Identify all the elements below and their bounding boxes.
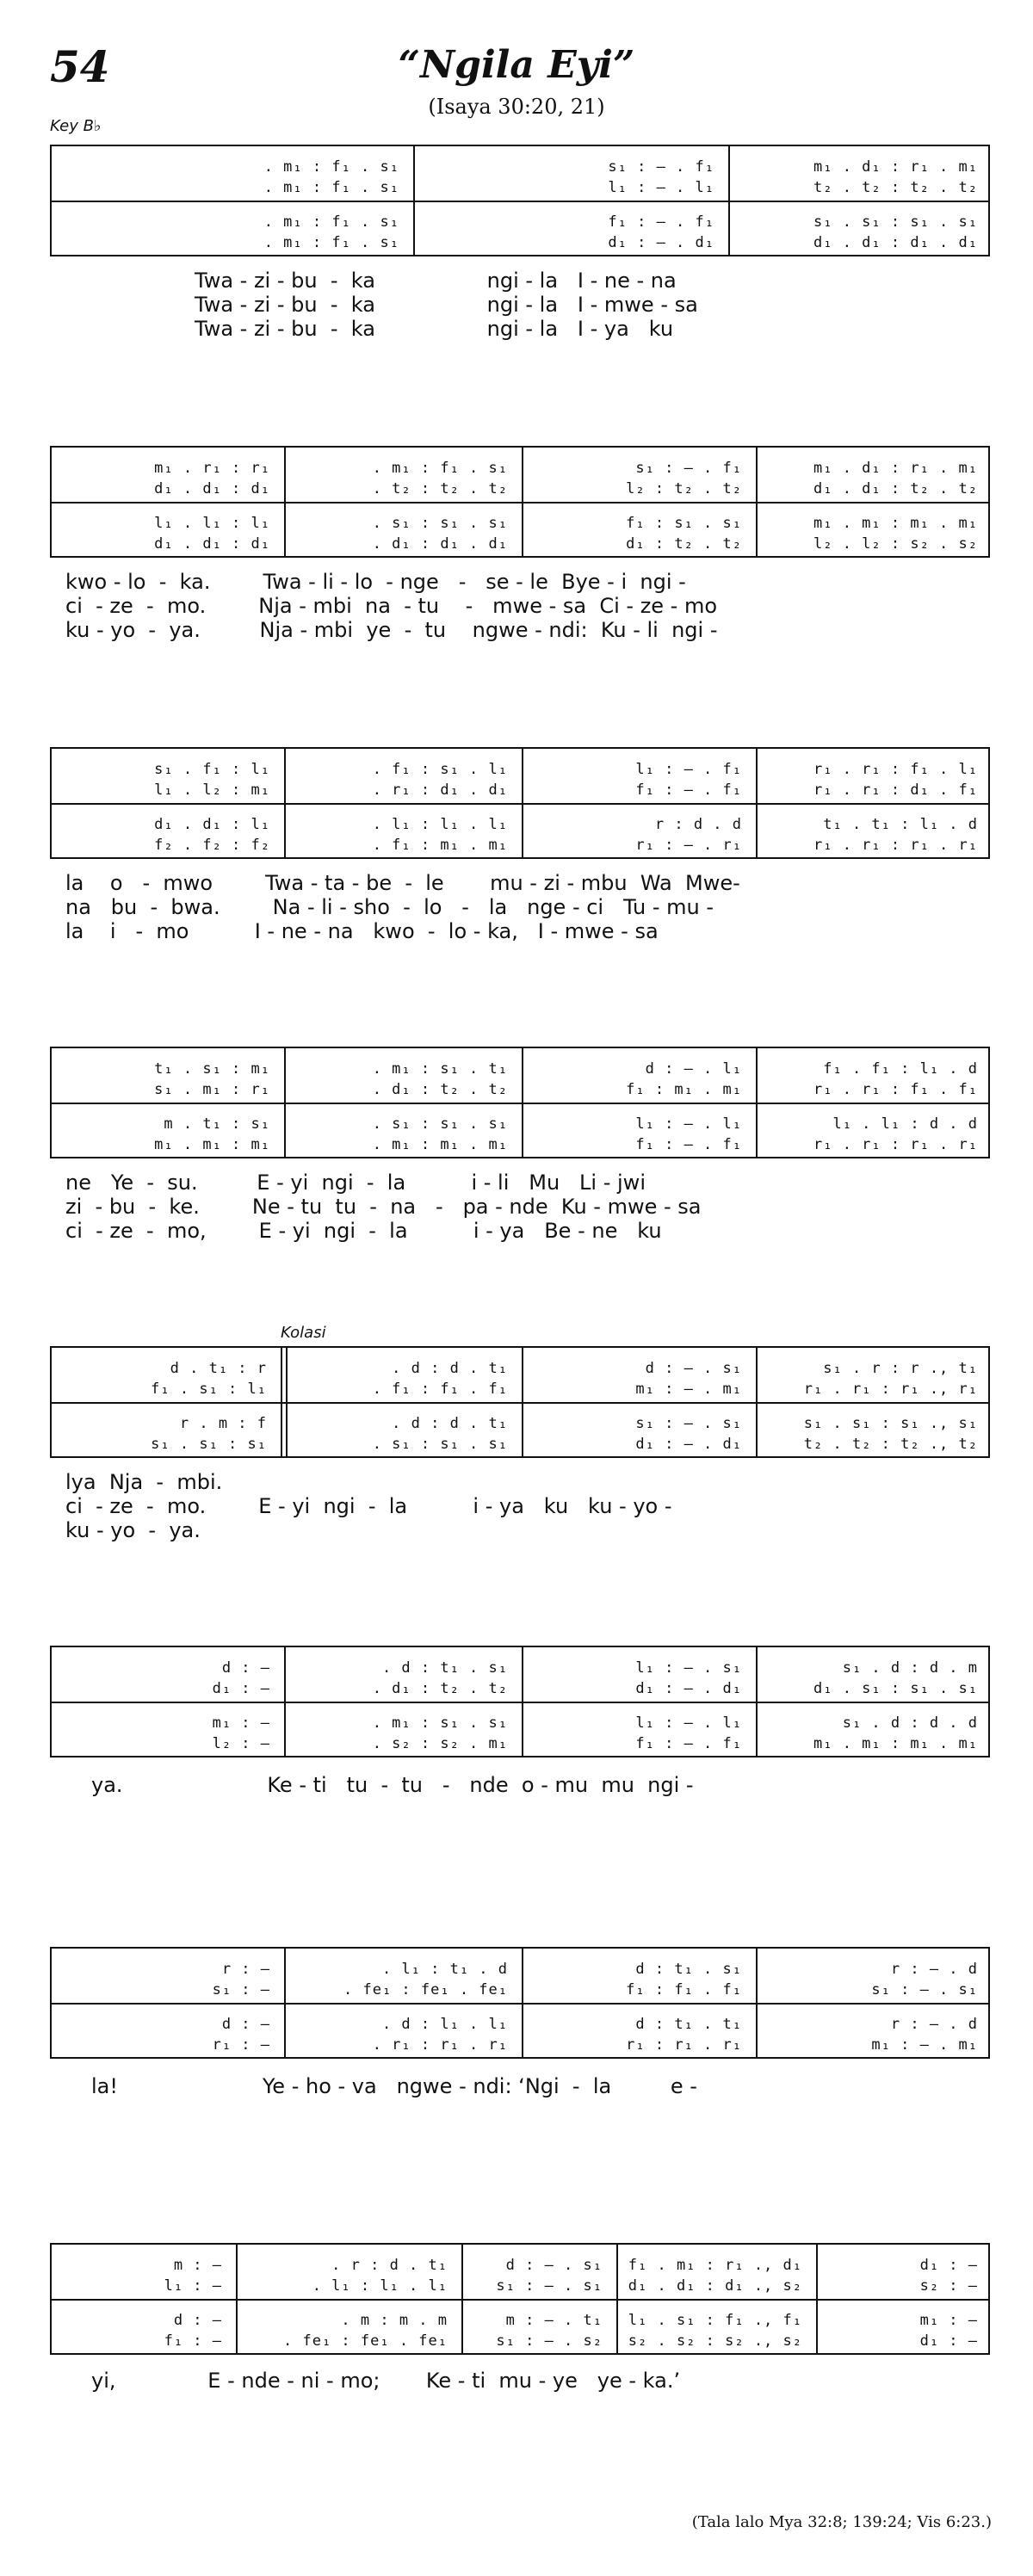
barline <box>284 1048 286 1157</box>
solfa-cell: r₁ . r₁ : r₁ . r₁ <box>813 837 978 854</box>
solfa-cell: m₁ . d₁ : r₁ . m₁ <box>813 460 978 477</box>
barline <box>284 749 286 857</box>
solfa-cell: . fe₁ : fe₁ . fe₁ <box>283 2332 448 2350</box>
solfa-cell: . s₂ : s₂ . m₁ <box>372 1735 508 1752</box>
solfa-cell: d₁ . d₁ : l₁ <box>154 816 270 833</box>
barline <box>236 2245 238 2353</box>
solfa-cell: d : – . l₁ <box>645 1060 742 1078</box>
lyric-line: ci - ze - mo, E - yi ngi - la i - ya Be - ne ku <box>65 1219 662 1243</box>
solfa-cell: . m₁ : f₁ . s₁ <box>263 158 399 176</box>
lyric-line: zi - bu - ke. Ne - tu tu - na - pa - nde Ku - mwe - sa <box>65 1195 702 1219</box>
solfa-cell: f₁ : – . f₁ <box>635 1136 742 1153</box>
solfa-cell: . m₁ : f₁ . s₁ <box>372 460 508 477</box>
barline <box>522 749 523 857</box>
solfa-cell: f₁ : — <box>164 2332 222 2350</box>
solfa-cell: r : – . d <box>890 2016 978 2033</box>
key-signature: Key B♭ <box>50 117 102 135</box>
solfa-cell: d₁ . d₁ : d₁ <box>154 480 270 497</box>
solfa-cell: s₂ . s₂ : s₂ ., s₂ <box>628 2332 802 2350</box>
solfa-cell: s₁ . s₁ : s₁ <box>151 1436 267 1453</box>
solfa-cell: s₁ : – . s₁ <box>496 2277 603 2295</box>
solfa-cell: m₁ : — <box>212 1714 270 1732</box>
solfa-cell: . r₁ : d₁ . d₁ <box>372 781 508 799</box>
barline <box>816 2245 818 2353</box>
staff-divider <box>52 1402 988 1404</box>
solfa-cell: . l₁ : l₁ . l₁ <box>372 816 508 833</box>
solfa-cell: s₁ : – . s₁ <box>635 1415 742 1432</box>
solfa-cell: r : d . d <box>654 816 742 833</box>
solfa-cell: . r : d . t₁ <box>331 2257 448 2274</box>
solfa-cell: l₁ : – . l₁ <box>635 1714 742 1732</box>
solfa-cell: . m₁ : f₁ . s₁ <box>263 213 399 231</box>
solfa-cell: r₁ . r₁ : r₁ ., r₁ <box>803 1381 978 1398</box>
lyric-line: ku - yo - ya. Nja - mbi ye - tu ngwe - ndi: Ku - li ngi - <box>65 618 718 642</box>
solfa-cell: d : – . s₁ <box>505 2257 603 2274</box>
solfa-cell: s₁ . f₁ : l₁ <box>154 761 270 778</box>
solfa-cell: d₁ : – . d₁ <box>635 1436 742 1453</box>
solfa-cell: d₁ . d₁ : d₁ <box>154 535 270 553</box>
song-subtitle: (Isaya 30:20, 21) <box>428 95 605 119</box>
solfa-cell: s₁ . r : r ., t₁ <box>823 1360 978 1377</box>
music-system <box>50 1646 990 1757</box>
barline <box>284 1949 286 2057</box>
barline <box>284 1647 286 1756</box>
solfa-cell: r₁ . r₁ : f₁ . l₁ <box>813 761 978 778</box>
barline <box>522 1647 523 1756</box>
barline <box>522 448 523 556</box>
lyric-line: yi, E - nde - ni - mo; Ke - ti mu - ye ye - ka.’ <box>91 2369 681 2393</box>
solfa-cell: . m₁ : m₁ . m₁ <box>372 1136 508 1153</box>
solfa-cell: m₁ : – . m₁ <box>635 1381 742 1398</box>
lyric-line: Twa - zi - bu - ka ngi - la I - mwe - sa <box>195 293 698 317</box>
solfa-cell: . s₁ : s₁ . s₁ <box>372 1436 508 1453</box>
barline <box>756 749 758 857</box>
solfa-cell: r₁ . r₁ : r₁ . r₁ <box>813 1136 978 1153</box>
solfa-cell: f₁ . f₁ : l₁ . d <box>823 1060 978 1078</box>
solfa-cell: d₁ : — <box>212 1680 270 1697</box>
song-title: “Ngila Eyi” <box>398 43 635 87</box>
solfa-cell: d₁ : t₂ . t₂ <box>626 535 742 553</box>
solfa-cell: r₁ . r₁ : d₁ . f₁ <box>813 781 978 799</box>
solfa-cell: . d : l₁ . l₁ <box>381 2016 508 2033</box>
solfa-cell: f₁ : s₁ . s₁ <box>626 515 742 532</box>
solfa-cell: . m₁ : f₁ . s₁ <box>263 179 399 196</box>
chorus-label: Kolasi <box>281 1324 326 1342</box>
staff-divider <box>52 502 988 503</box>
solfa-cell: l₂ : — <box>212 1735 270 1752</box>
lyric-line: kwo - lo - ka. Twa - li - lo - nge - se - le Bye - i ngi - <box>65 570 686 594</box>
barline <box>284 448 286 556</box>
solfa-cell: f₁ . s₁ : l₁ <box>151 1381 267 1398</box>
song-number: 54 <box>50 41 110 92</box>
barline <box>522 1348 523 1456</box>
solfa-cell: m₁ : — <box>919 2312 978 2329</box>
solfa-cell: s₁ : – . f₁ <box>608 158 714 176</box>
lyric-line: la i - mo I - ne - na kwo - lo - ka, I - mwe - sa <box>65 919 659 943</box>
solfa-cell: l₁ . l₁ : d . d <box>832 1115 978 1133</box>
lyric-line: Twa - zi - bu - ka ngi - la I - ya ku <box>195 317 674 341</box>
solfa-cell: l₁ . l₂ : m₁ <box>154 781 270 799</box>
solfa-cell: t₂ . t₂ : t₂ ., t₂ <box>803 1436 978 1453</box>
barline <box>756 448 758 556</box>
barline <box>461 2245 463 2353</box>
solfa-cell: f₁ : – . f₁ <box>635 1735 742 1752</box>
solfa-cell: . f₁ : f₁ . f₁ <box>372 1381 508 1398</box>
solfa-cell: m₁ . m₁ : m₁ <box>154 1136 270 1153</box>
solfa-cell: . d : d . t₁ <box>392 1415 508 1432</box>
solfa-cell: s₁ . s₁ : s₁ ., s₁ <box>803 1415 978 1432</box>
barline <box>756 1949 758 2057</box>
solfa-cell: . r₁ : r₁ . r₁ <box>372 2036 508 2054</box>
solfa-cell: d₁ : — <box>919 2332 978 2350</box>
solfa-cell: s₁ . s₁ : s₁ . s₁ <box>813 213 978 231</box>
solfa-cell: t₁ . s₁ : m₁ <box>154 1060 270 1078</box>
solfa-cell: m₁ . m₁ : m₁ . m₁ <box>813 1735 978 1752</box>
solfa-cell: . s₁ : s₁ . s₁ <box>372 515 508 532</box>
solfa-cell: s₂ : — <box>919 2277 978 2295</box>
lyric-line: la o - mwo Twa - ta - be - le mu - zi - mbu Wa Mwe- <box>65 871 740 895</box>
solfa-cell: f₁ : f₁ . f₁ <box>626 1981 742 1998</box>
solfa-cell: f₁ : – . f₁ <box>635 781 742 799</box>
solfa-cell: s₁ . m₁ : r₁ <box>154 1081 270 1098</box>
lyric-line: ci - ze - mo. E - yi ngi - la i - ya ku ku - yo - <box>65 1494 672 1518</box>
solfa-cell: d₁ . s₁ : s₁ . s₁ <box>813 1680 978 1697</box>
solfa-cell: l₁ : – . l₁ <box>608 179 714 196</box>
solfa-cell: r₁ : – . r₁ <box>635 837 742 854</box>
barline <box>522 1048 523 1157</box>
solfa-cell: . m₁ : s₁ . s₁ <box>372 1714 508 1732</box>
lyric-line: Twa - zi - bu - ka ngi - la I - ne - na <box>195 269 677 293</box>
lyric-line: ne Ye - su. E - yi ngi - la i - li Mu Li - jwi <box>65 1171 646 1195</box>
solfa-cell: . d : t₁ . s₁ <box>381 1659 508 1677</box>
solfa-cell: m₁ : – . m₁ <box>871 2036 978 2054</box>
solfa-cell: . l₁ : t₁ . d <box>381 1961 508 1978</box>
solfa-cell: s₁ : — <box>212 1981 270 1998</box>
barline <box>756 1647 758 1756</box>
staff-divider <box>52 2003 988 2005</box>
solfa-cell: s₁ : – . s₁ <box>871 1981 978 1998</box>
staff-divider <box>52 803 988 805</box>
staff-divider <box>52 1103 988 1104</box>
solfa-cell: . d₁ : t₂ . t₂ <box>372 1680 508 1697</box>
solfa-cell: l₁ : — <box>164 2277 222 2295</box>
solfa-cell: t₂ . t₂ : t₂ . t₂ <box>813 179 978 196</box>
lyric-line: ya. Ke - ti tu - tu - nde o - mu mu ngi - <box>91 1773 694 1797</box>
barline <box>522 1949 523 2057</box>
solfa-cell: . m₁ : s₁ . t₁ <box>372 1060 508 1078</box>
solfa-cell: r₁ : — <box>212 2036 270 2054</box>
solfa-cell: . m : m . m <box>341 2312 448 2329</box>
solfa-cell: f₁ . m₁ : r₁ ., d₁ <box>628 2257 802 2274</box>
solfa-cell: l₂ : t₂ . t₂ <box>626 480 742 497</box>
music-system <box>50 1047 990 1158</box>
solfa-cell: f₁ : – . f₁ <box>608 213 714 231</box>
solfa-cell: . t₂ : t₂ . t₂ <box>372 480 508 497</box>
solfa-cell: l₁ : – . l₁ <box>635 1115 742 1133</box>
barline <box>728 146 730 255</box>
solfa-cell: . m₁ : f₁ . s₁ <box>263 234 399 251</box>
music-system <box>50 2243 990 2355</box>
lyric-line: la! Ye - ho - va ngwe - ndi: ‘Ngi - la e - <box>91 2074 697 2098</box>
solfa-cell: d : — <box>221 1659 270 1677</box>
solfa-cell: l₁ : – . s₁ <box>635 1659 742 1677</box>
solfa-cell: . f₁ : m₁ . m₁ <box>372 837 508 854</box>
music-system <box>50 446 990 558</box>
solfa-cell: . fe₁ : fe₁ . fe₁ <box>343 1981 508 1998</box>
solfa-cell: d : — <box>173 2312 222 2329</box>
music-system <box>50 1346 990 1458</box>
barline <box>756 1348 758 1456</box>
solfa-cell: . d₁ : t₂ . t₂ <box>372 1081 508 1098</box>
music-system <box>50 747 990 859</box>
solfa-cell: . d : d . t₁ <box>392 1360 508 1377</box>
barline <box>616 2245 618 2353</box>
solfa-cell: l₁ : – . f₁ <box>635 761 742 778</box>
solfa-cell: t₁ . t₁ : l₁ . d <box>823 816 978 833</box>
solfa-cell: f₁ : m₁ . m₁ <box>626 1081 742 1098</box>
solfa-cell: l₂ . l₂ : s₂ . s₂ <box>813 535 978 553</box>
solfa-cell: r : – . d <box>890 1961 978 1978</box>
barline <box>281 1348 288 1456</box>
lyric-line: lya Nja - mbi. <box>65 1470 223 1494</box>
solfa-cell: s₁ : – . s₂ <box>496 2332 603 2350</box>
solfa-cell: d : t₁ . t₁ <box>635 2016 742 2033</box>
footer-references: (Tala lalo Mya 32:8; 139:24; Vis 6:23.) <box>691 2513 992 2531</box>
barline <box>756 1048 758 1157</box>
staff-divider <box>52 1702 988 1703</box>
solfa-cell: l₁ . s₁ : f₁ ., f₁ <box>628 2312 802 2329</box>
solfa-cell: . s₁ : s₁ . s₁ <box>372 1115 508 1133</box>
solfa-cell: s₁ . d : d . m <box>842 1659 978 1677</box>
solfa-cell: m : – . t₁ <box>505 2312 603 2329</box>
solfa-cell: m : — <box>173 2257 222 2274</box>
solfa-cell: r : — <box>221 1961 270 1978</box>
solfa-cell: d : – . s₁ <box>645 1360 742 1377</box>
solfa-cell: . f₁ : s₁ . l₁ <box>372 761 508 778</box>
staff-divider <box>52 201 988 202</box>
solfa-cell: l₁ . l₁ : l₁ <box>154 515 270 532</box>
music-system <box>50 1947 990 2059</box>
music-system <box>50 145 990 256</box>
solfa-cell: d₁ : — <box>919 2257 978 2274</box>
solfa-cell: . d₁ : d₁ . d₁ <box>372 535 508 553</box>
solfa-cell: s₁ . d : d . d <box>842 1714 978 1732</box>
solfa-cell: s₁ : – . f₁ <box>635 460 742 477</box>
solfa-cell: d₁ : – . d₁ <box>608 234 714 251</box>
solfa-cell: m₁ . m₁ : m₁ . m₁ <box>813 515 978 532</box>
solfa-cell: . l₁ : l₁ . l₁ <box>312 2277 448 2295</box>
barline <box>413 146 415 255</box>
staff-divider <box>52 2299 988 2301</box>
solfa-cell: r . m : f <box>179 1415 267 1432</box>
lyric-line: ku - yo - ya. <box>65 1518 201 1542</box>
lyric-line: ci - ze - mo. Nja - mbi na - tu - mwe - sa Ci - ze - mo <box>65 594 718 618</box>
solfa-cell: m . t₁ : s₁ <box>164 1115 270 1133</box>
solfa-cell: d₁ . d₁ : d₁ ., s₂ <box>628 2277 802 2295</box>
solfa-cell: d₁ : – . d₁ <box>635 1680 742 1697</box>
solfa-cell: d₁ . d₁ : d₁ . d₁ <box>813 234 978 251</box>
solfa-cell: d . t₁ : r <box>170 1360 267 1377</box>
solfa-cell: m₁ . d₁ : r₁ . m₁ <box>813 158 978 176</box>
solfa-cell: f₂ . f₂ : f₂ <box>154 837 270 854</box>
solfa-cell: d₁ . d₁ : t₂ . t₂ <box>813 480 978 497</box>
solfa-cell: m₁ . r₁ : r₁ <box>154 460 270 477</box>
solfa-cell: d : t₁ . s₁ <box>635 1961 742 1978</box>
solfa-cell: r₁ : r₁ . r₁ <box>626 2036 742 2054</box>
solfa-cell: r₁ . r₁ : f₁ . f₁ <box>813 1081 978 1098</box>
lyric-line: na bu - bwa. Na - li - sho - lo - la nge - ci Tu - mu - <box>65 895 714 919</box>
solfa-cell: d : — <box>221 2016 270 2033</box>
